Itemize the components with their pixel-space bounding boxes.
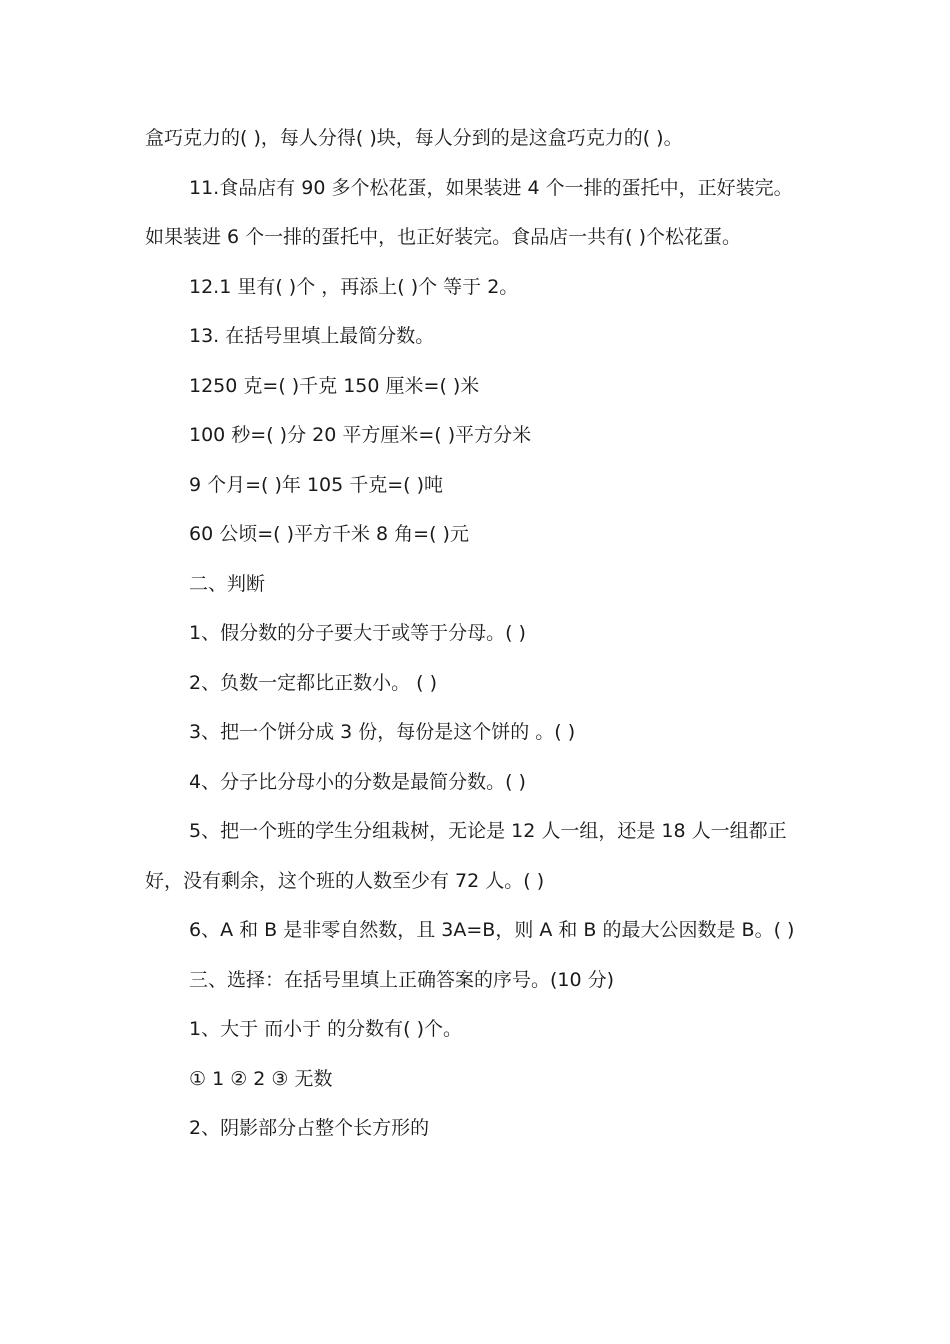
document-body [145,114,810,1154]
conversion-line: 1250 克=( )千克 150 厘米=( )米 [189,374,480,397]
judgement-item: 2、负数一定都比正数小。 ( ) [189,671,437,694]
choice-options: ① 1 ② 2 ③ 无数 [189,1067,333,1090]
judgement-item: 4、分子比分母小的分数是最简分数。( ) [189,770,526,793]
choice-item: 2、阴影部分占整个长方形的 [189,1117,430,1139]
judgement-item: 1、假分数的分子要大于或等于分母。( ) [189,622,526,644]
choice-item: 1、大于 而小于 的分数有( )个。 [189,1018,463,1040]
question-11: 11.食品店有 90 多个松花蛋，如果装进 4 个一排的蛋托中，正好装完。如果装进 6 个一排的蛋托中，也正好装完。食品店一共有( )个松花蛋。 [145,176,793,248]
text-line: 盒巧克力的( )，每人分得( )块，每人分到的是这盒巧克力的( )。 [145,127,683,149]
judgement-item: 6、A 和 B 是非零自然数，且 3A=B，则 A 和 B 的最大公因数是 B。( ) [189,919,795,941]
judgement-item: 3、把一个饼分成 3 份，每份是这个饼的 。( ) [189,721,576,743]
question-13: 13. 在括号里填上最简分数。 [189,325,435,347]
conversion-line: 100 秒=( )分 20 平方厘米=( )平方分米 [189,424,532,446]
judgement-item: 5、把一个班的学生分组栽树，无论是 12 人一组，还是 18 人一组都正好，没有剩余，这个班的人数至少有 72 人。( ) [145,820,787,892]
section-heading-judgement: 二、判断 [189,572,266,595]
conversion-line: 9 个月=( )年 105 千克=( )吨 [189,473,444,496]
section-heading-choice: 三、选择：在括号里填上正确答案的序号。(10 分) [189,968,615,991]
question-12: 12.1 里有( )个 ，再添上( )个 等于 2。 [189,275,519,298]
conversion-line: 60 公顷=( )平方千米 8 角=( )元 [189,523,469,545]
